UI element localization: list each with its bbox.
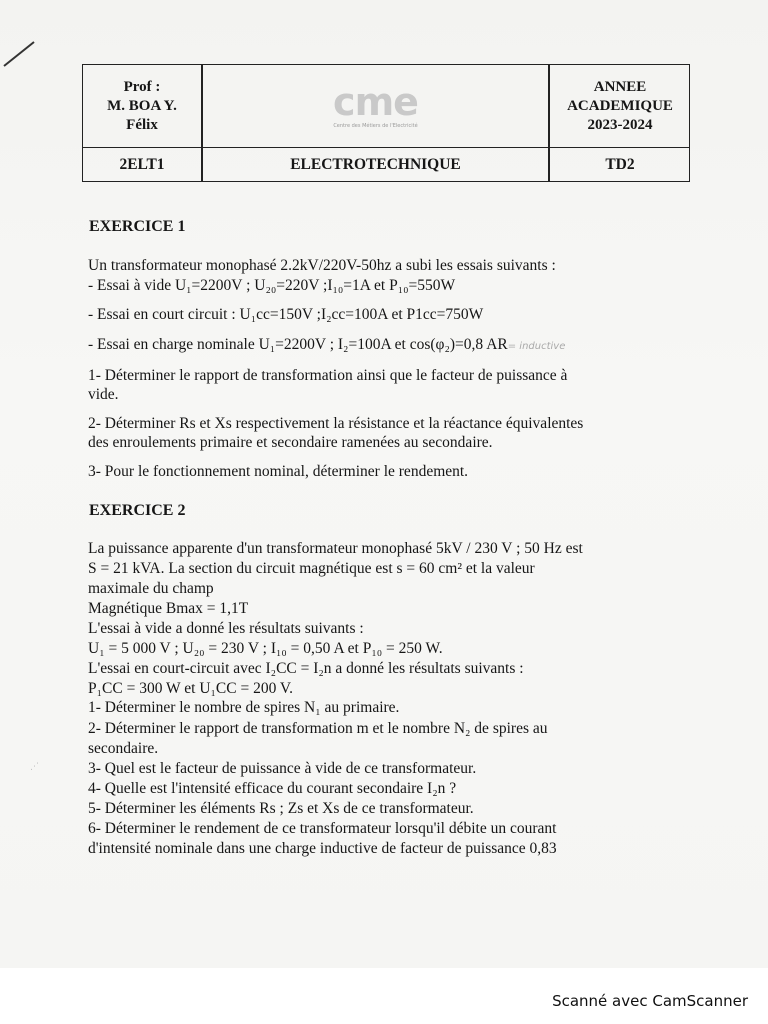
ex1-test-load: - Essai en charge nominale U₁=2200V ; I₂=100A et cos(φ₂)=0,8 AR: [88, 336, 508, 353]
prof-label: Prof :: [123, 78, 161, 95]
class-cell: 2ELT1: [119, 155, 165, 173]
handwritten-note: = inductive: [507, 341, 566, 352]
header-table: [82, 64, 690, 182]
ex2-line-6: U₁ = 5 000 V ; U₂₀ = 230 V ; I₁₀ = 0,50 A et P₁₀ = 250 W.: [88, 640, 443, 657]
ex1-question-3: 3- Pour le fonctionnement nominal, déterminer le rendement.: [88, 463, 469, 480]
ex2-question-1: 1- Déterminer le nombre de spires N₁ au primaire.: [88, 699, 400, 716]
ex1-question-1a: 1- Déterminer le rapport de transformation ainsi que le facteur de puissance à: [88, 367, 568, 384]
ex1-test-no-load: - Essai à vide U₁=2200V ; U₂₀=220V ;I₁₀=1A et P₁₀=550W: [88, 277, 456, 294]
ex2-question-2b: secondaire.: [88, 740, 159, 757]
school-logo: cme: [333, 80, 418, 124]
ex1-intro: Un transformateur monophasé 2.2kV/220V-50hz a subi les essais suivants :: [88, 257, 556, 274]
ex2-question-2a: 2- Déterminer le rapport de transformation m et le nombre N₂ de spires au: [88, 720, 548, 737]
ex2-line-4: Magnétique Bmax = 1,1T: [88, 600, 249, 617]
ex2-line-5: L'essai à vide a donné les résultats suivants :: [88, 620, 364, 637]
ex1-test-load-line: [88, 335, 565, 356]
year-label-2: ACADEMIQUE: [567, 97, 673, 114]
ex1-question-2a: 2- Déterminer Rs et Xs respectivement la résistance et la réactance équivalentes: [88, 415, 584, 432]
ex2-line-8: P₁CC = 300 W et U₁CC = 200 V.: [88, 680, 294, 697]
exercise-1-title: EXERCICE 1: [89, 218, 186, 235]
teacher-cell: [83, 65, 201, 147]
ex2-question-5: 5- Déterminer les éléments Rs ; Zs et Xs de ce transformateur.: [88, 800, 474, 817]
ex1-question-1b: vide.: [88, 386, 119, 403]
ex2-question-6b: d'intensité nominale dans une charge inductive de facteur de puissance 0,83: [88, 840, 557, 857]
pencil-smudge: ⋰: [30, 762, 39, 772]
ex1-test-short-circuit: - Essai en court circuit : U₁cc=150V ;I₂cc=100A et P1cc=750W: [88, 306, 484, 323]
ex2-line-7: L'essai en court-circuit avec I₂CC = I₂n a donné les résultats suivants :: [88, 660, 524, 677]
prof-firstname: Félix: [126, 116, 158, 133]
ex2-line-3: maximale du champ: [88, 580, 214, 597]
ex2-question-4: 4- Quelle est l'intensité efficace du courant secondaire I₂n ?: [88, 780, 457, 797]
ex2-question-3: 3- Quel est le facteur de puissance à vide de ce transformateur.: [88, 760, 477, 777]
subject-cell: ELECTROTECHNIQUE: [290, 155, 461, 173]
year-label-1: ANNEE: [593, 78, 647, 95]
header-row-top: [83, 65, 689, 148]
ex1-question-2b: des enroulements primaire et secondaire ramenées au secondaire.: [88, 434, 493, 451]
exercise-2-title: EXERCICE 2: [89, 502, 186, 519]
prof-name: M. BOA Y.: [107, 97, 177, 114]
school-logo-subtitle: Centre des Métiers de l'Electricité: [333, 123, 418, 129]
ex2-line-1: La puissance apparente d'un transformateur monophasé 5kV / 230 V ; 50 Hz est: [88, 540, 583, 557]
academic-year-cell: [550, 65, 690, 147]
sheet-cell: TD2: [605, 155, 635, 173]
pen-stroke-mark: [2, 38, 42, 68]
ex2-question-6a: 6- Déterminer le rendement de ce transformateur lorsqu'il débite un courant: [88, 820, 557, 837]
logo-cell: [203, 65, 548, 147]
ex2-line-2: S = 21 kVA. La section du circuit magnétique est s = 60 cm² et la valeur: [88, 560, 535, 577]
year-value: 2023-2024: [587, 116, 653, 133]
camscanner-watermark: Scanné avec CamScanner: [552, 992, 748, 1010]
header-row-bottom: [83, 147, 689, 181]
